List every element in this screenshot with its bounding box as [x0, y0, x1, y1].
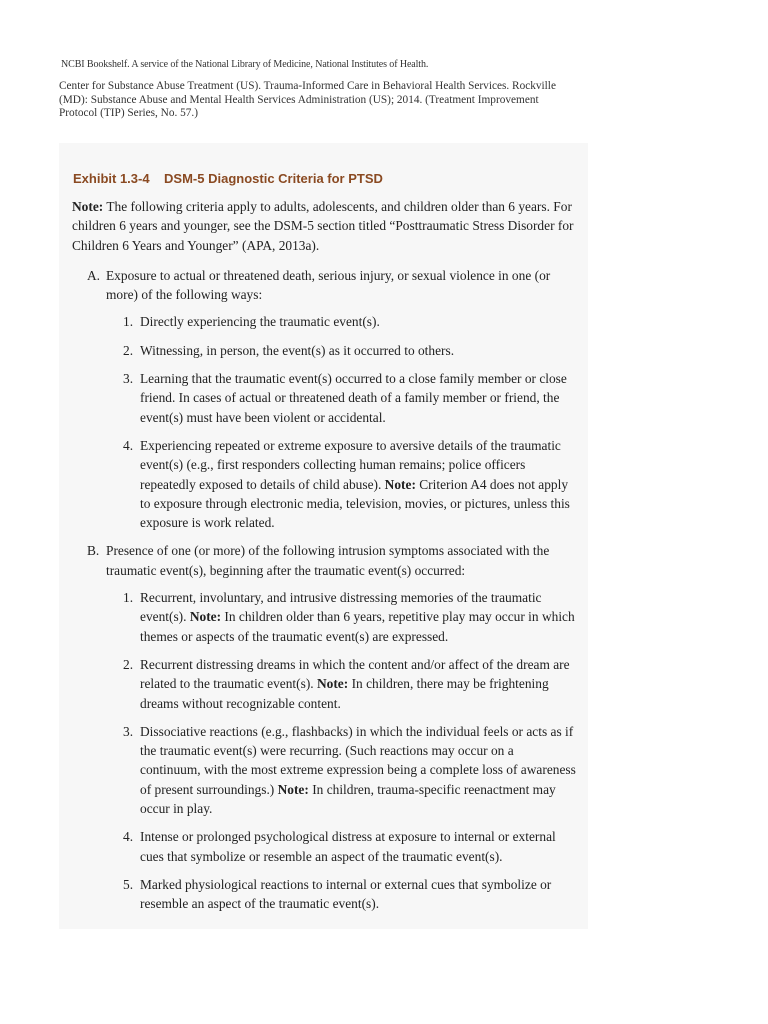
item-number: 4.: [123, 829, 134, 845]
exhibit-body: [72, 197, 577, 923]
item-number: 4.: [123, 437, 134, 453]
criterion-text: Presence of one (or more) of the following intrusion symptoms associated with the traumatic event(s), beginning after the traumatic event(s) occurred:: [106, 543, 550, 578]
item-note-text: In children older than 6 years, repetitive play may occur in which themes or aspects of the traumatic event(s) are expressed.: [140, 609, 575, 644]
item-note-text: Criterion A4 does not apply to exposure through electronic media, television, movies, or pictures, unless this exposure is work related.: [140, 476, 570, 531]
citation-text: Center for Substance Abuse Treatment (US). Trauma-Informed Care in Behavioral Health Services. Rockville (MD): Substance Abuse and Mental Health Services Administration (US); 2014. (Treatment Improvement Protocol (TIP) Series, No. 57.): [59, 80, 556, 119]
item-note-label: Note:: [384, 476, 416, 492]
item-text: Recurrent, involuntary, and intrusive distressing memories of the traumatic event(s).: [140, 590, 542, 625]
item-text: Learning that the traumatic event(s) occurred to a close family member or close friend. In cases of actual or threatened death of a family member or friend, the event(s) must have been violent or accidental.: [140, 371, 567, 425]
citation-link-apa[interactable]: APA, 2013a: [246, 237, 312, 253]
criterion-text: Exposure to actual or threatened death, serious injury, or sexual violence in one (or more) of the following ways:: [106, 267, 551, 303]
item-text: Witnessing, in person, the event(s) as it occurred to others.: [140, 342, 455, 358]
item-text: Experiencing repeated or extreme exposure to aversive details of the traumatic event(s) (e.g., first responders collecting human remains; police officers repeatedly exposed to details of child abuse).: [140, 437, 561, 492]
item-text: Directly experiencing the traumatic event(s).: [140, 314, 380, 330]
item-number: 3.: [123, 723, 134, 739]
criterion-b: [72, 541, 577, 913]
item-number: 3.: [123, 371, 134, 387]
exhibit-number: Exhibit 1.3-4: [73, 171, 150, 186]
exhibit-note: [72, 197, 577, 255]
item-text: Marked physiological reactions to internal or external cues that symbolize or resemble an aspect of the traumatic event(s).: [140, 876, 552, 912]
list-item: [106, 341, 577, 360]
item-note-label: Note:: [277, 781, 309, 797]
list-item: [106, 655, 577, 713]
list-item: [106, 312, 577, 331]
note-text-2: ).: [311, 237, 320, 253]
exhibit-title: [73, 171, 383, 186]
note-label: Note:: [72, 199, 104, 214]
item-text: Intense or prolonged psychological distress at exposure to internal or external cues that symbolize or resemble an aspect of the traumatic event(s).: [140, 829, 556, 864]
exhibit-heading: DSM-5 Diagnostic Criteria for PTSD: [164, 171, 383, 186]
item-note-label: Note:: [189, 609, 222, 625]
note-text-1: The following criteria apply to adults, adolescents, and children older than 6 years. For children 6 years and younger, see the DSM-5 section titled “Posttraumatic Stress Disorder for Children 6 Years and Younger” (: [72, 199, 574, 253]
ncbi-bookshelf-line: NCBI Bookshelf. A service of the National Library of Medicine, National Institutes of Health.: [61, 59, 429, 70]
item-note-text: In children, trauma-specific reenactment may occur in play.: [140, 781, 556, 817]
exhibit-box: [59, 143, 588, 929]
criterion-letter: A.: [87, 267, 101, 283]
list-item: [106, 722, 577, 818]
criterion-b-items: [106, 588, 577, 913]
item-number: 1.: [123, 314, 134, 330]
criteria-list: [72, 266, 577, 914]
list-item: [106, 827, 577, 866]
list-item: [106, 588, 577, 646]
criterion-a-items: [106, 312, 577, 532]
item-text: Dissociative reactions (e.g., flashbacks) in which the individual feels or acts as if the traumatic event(s) were recurring. (Such reactions may occur on a continuum, with the most extreme expression being a complete loss of awareness of present surroundings.): [140, 723, 576, 797]
item-note-label: Note:: [316, 676, 349, 692]
list-item: [106, 875, 577, 914]
criterion-a: [72, 266, 577, 533]
criterion-letter: B.: [87, 543, 100, 559]
item-number: 2.: [123, 656, 134, 672]
list-item: [106, 436, 577, 532]
list-item: [106, 369, 577, 427]
item-number: 1.: [123, 590, 134, 606]
item-note-text: In children, there may be frightening dreams without recognizable content.: [140, 676, 549, 711]
item-number: 5.: [123, 876, 134, 892]
item-text: Recurrent distressing dreams in which the content and/or affect of the dream are related to the traumatic event(s).: [140, 656, 570, 692]
item-number: 2.: [123, 342, 134, 358]
